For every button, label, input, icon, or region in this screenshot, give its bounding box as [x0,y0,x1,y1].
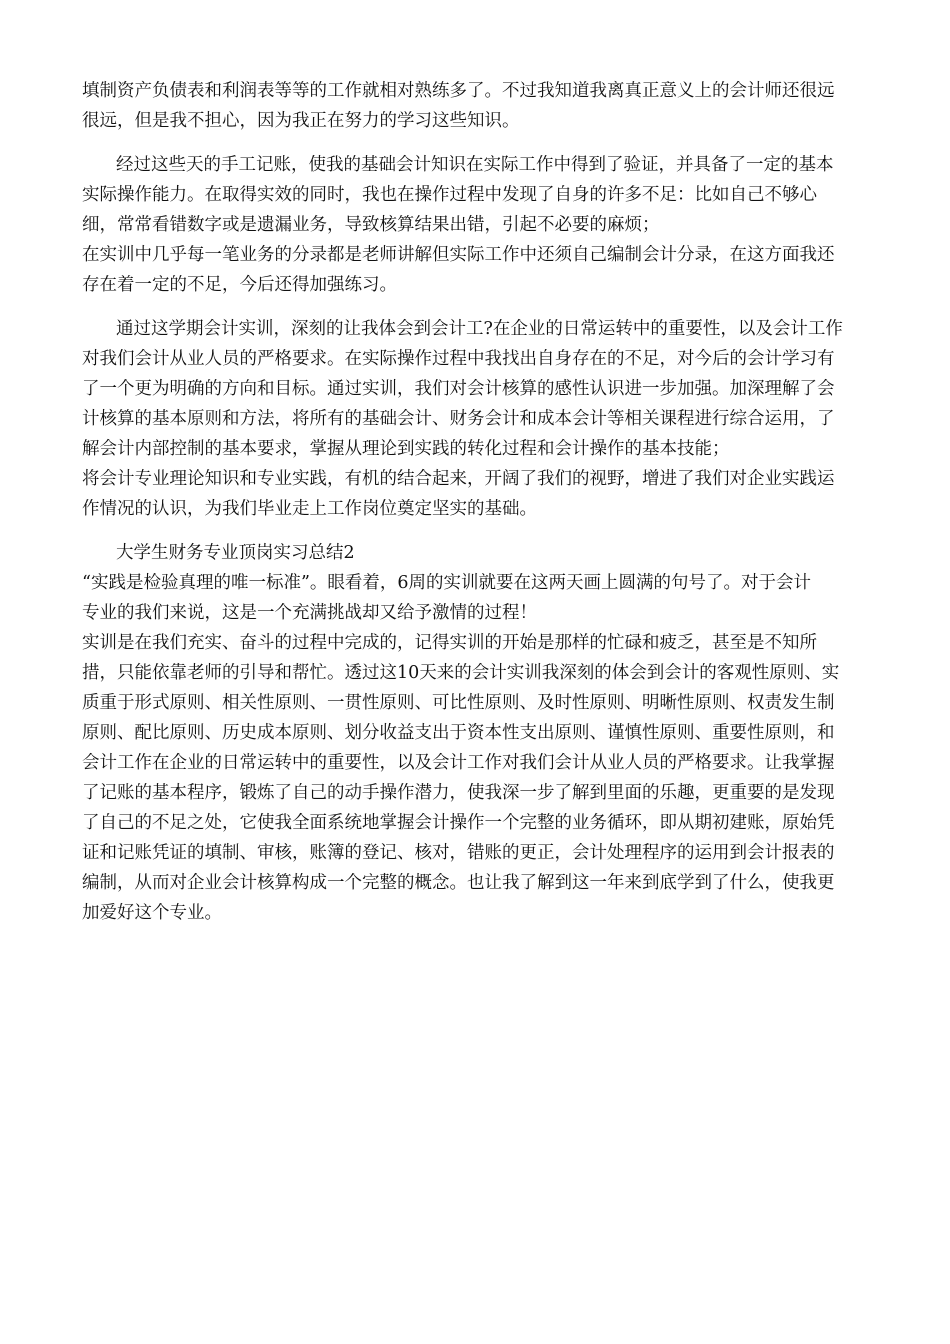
text-line: 编制，从而对企业会计核算构成一个完整的概念。也让我了解到这一年来到底学到了什么，使我更 [82,873,835,893]
text-line: 在实训中几乎每一笔业务的分录都是老师讲解但实际工作中还须自己编制会计分录，在这方面我还 [82,245,835,265]
text-line: 细，常常看错数字或是遗漏业务，导致核算结果出错，引起不必要的麻烦； [82,215,660,235]
text-line: 很远，但是我不担心，因为我正在努力的学习这些知识。 [82,111,520,131]
text-line: 实训是在我们充实、奋斗的过程中完成的，记得实训的开始是那样的忙碌和疲乏，甚至是不知所 [82,633,817,653]
text-line: 措，只能依靠老师的引导和帮忙。透过这10天来的会计实训我深刻的体会到会计的客观性原则、实 [82,663,840,683]
text-line: 作情况的认识，为我们毕业走上工作岗位奠定坚实的基础。 [82,499,537,519]
text-line: 实际操作能力。在取得实效的同时，我也在操作过程中发现了自身的许多不足：比如自己不够心 [82,185,817,205]
text-line: 将会计专业理论知识和专业实践，有机的结合起来，开阔了我们的视野，增进了我们对企业实践运 [82,469,835,489]
heading-line: 大学生财务专业顶岗实习总结2 [116,543,355,563]
text-line: 填制资产负债表和利润表等等的工作就相对熟练多了。不过我知道我离真正意义上的会计师还很远 [82,81,835,101]
text-line: 了记账的基本程序，锻炼了自己的动手操作潜力，使我深一步了解到里面的乐趣，更重要的是发现 [82,783,835,803]
text-line: 经过这些天的手工记账，使我的基础会计知识在实际工作中得到了验证，并具备了一定的基本 [116,155,834,175]
text-line: 解会计内部控制的基本要求，掌握从理论到实践的转化过程和会计操作的基本技能； [82,439,730,459]
text-line: 加爱好这个专业。 [82,903,222,923]
text-line: “实践是检验真理的唯一标准”。眼看着，6周的实训就要在这两天画上圆满的句号了。对于会计 [82,573,812,593]
paragraph-4 [82,568,872,928]
paragraph-1 [82,76,872,136]
text-line: 存在着一定的不足，今后还得加强练习。 [82,275,397,295]
paragraph-3 [82,314,872,524]
document-page [82,76,872,942]
text-line: 原则、配比原则、历史成本原则、划分收益支出于资本性支出原则、谨慎性原则、重要性原则，和 [82,723,835,743]
text-line: 专业的我们来说，这是一个充满挑战却又给予激情的过程！ [82,603,537,623]
text-line: 计核算的基本原则和方法，将所有的基础会计、财务会计和成本会计等相关课程进行综合运用，了 [82,409,835,429]
text-line: 证和记账凭证的填制、审核，账簿的登记、核对，错账的更正，会计处理程序的运用到会计报表的 [82,843,835,863]
text-line: 对我们会计从业人员的严格要求。在实际操作过程中我找出自身存在的不足，对今后的会计学习有 [82,349,835,369]
text-line: 质重于形式原则、相关性原则、一贯性原则、可比性原则、及时性原则、明晰性原则、权责发生制 [82,693,835,713]
text-line: 通过这学期会计实训，深刻的让我体会到会计工?在企业的日常运转中的重要性，以及会计工作 [116,319,843,339]
text-line: 了自己的不足之处，它使我全面系统地掌握会计操作一个完整的业务循环，即从期初建账，原始凭 [82,813,835,833]
paragraph-2 [82,150,872,300]
section-heading [82,538,872,568]
text-line: 会计工作在企业的日常运转中的重要性，以及会计工作对我们会计从业人员的严格要求。让我掌握 [82,753,835,773]
text-line: 了一个更为明确的方向和目标。通过实训，我们对会计核算的感性认识进一步加强。加深理解了会 [82,379,835,399]
